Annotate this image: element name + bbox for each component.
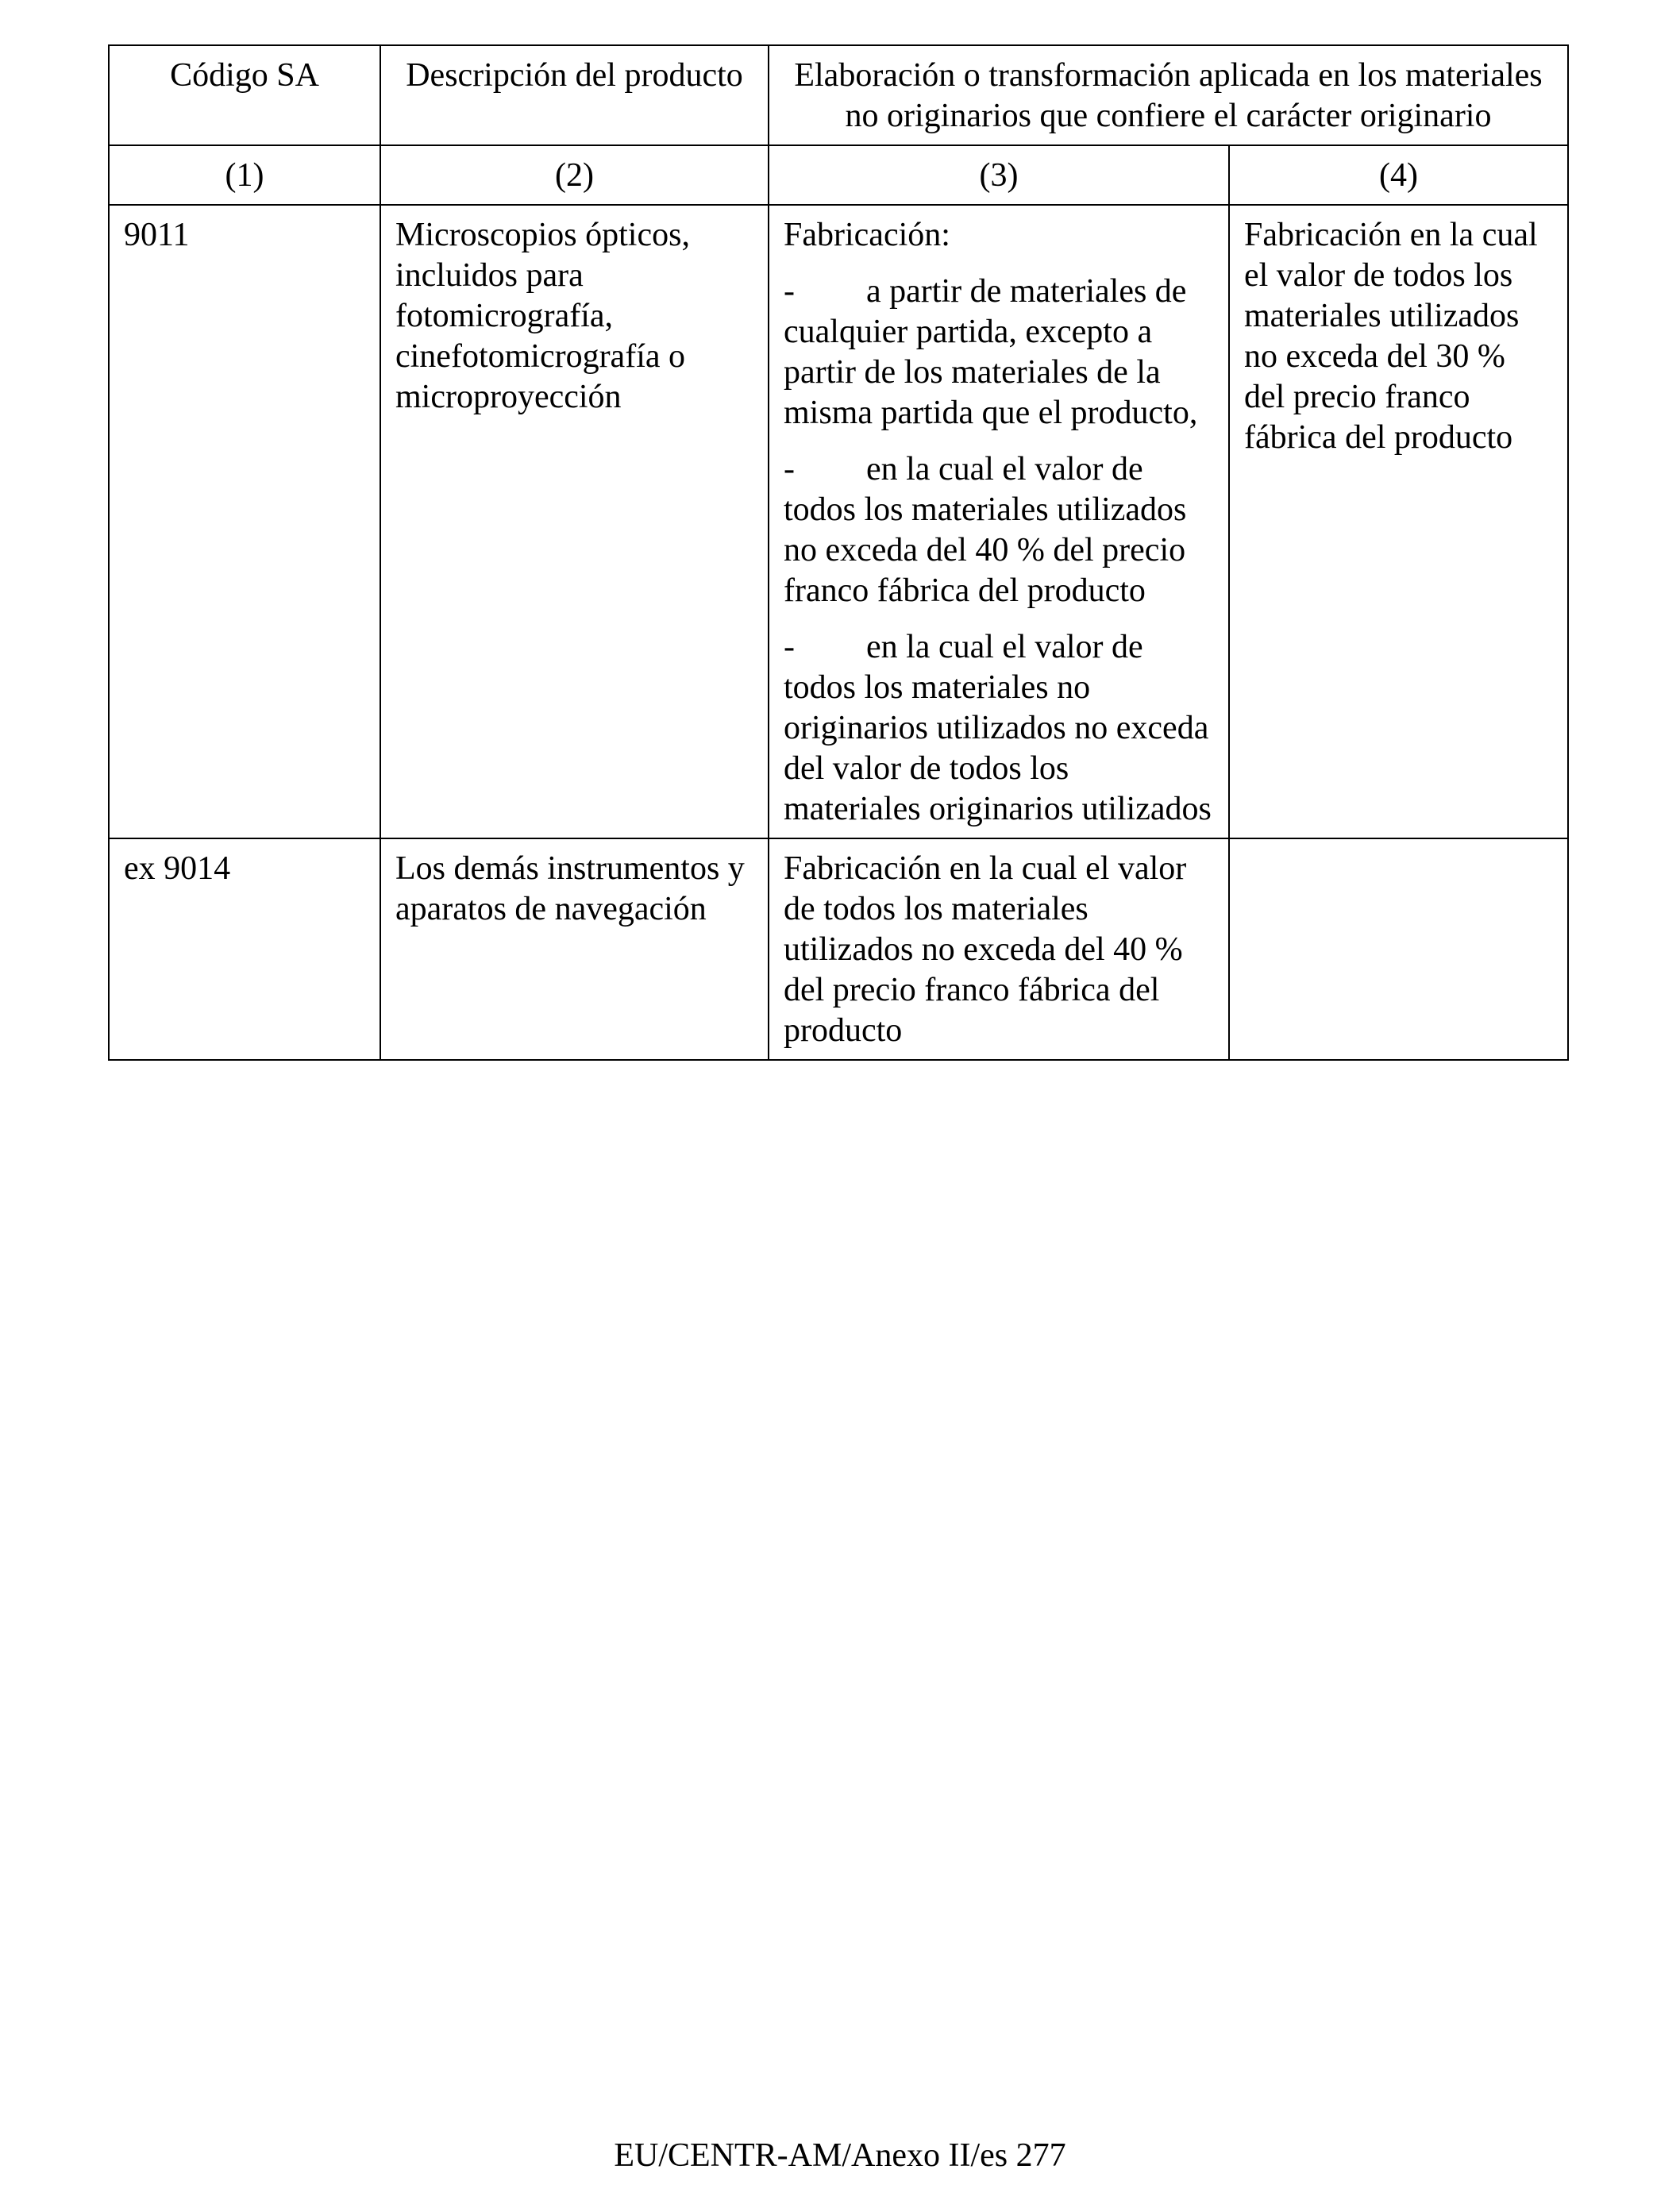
- header-processing: Elaboración o transformación aplicada en los materiales no originarios que confiere el carácter originario: [769, 45, 1568, 145]
- header-code: Código SA: [109, 45, 380, 145]
- row-processing: Fabricación en la cual el valor de todos los materiales utilizados no exceda del 40 % del precio franco fábrica del producto: [769, 838, 1229, 1060]
- header-row: [109, 45, 1568, 145]
- column-number-3: (3): [769, 145, 1229, 205]
- processing-item: [784, 272, 1214, 433]
- row-description: Microscopios ópticos, incluidos para fotomicrografía, cinefotomicrografía o microproyección: [380, 205, 769, 838]
- column-number-2: (2): [380, 145, 769, 205]
- row-alternative: Fabricación en la cual el valor de todos los materiales utilizados no exceda del 30 % del precio franco fábrica del producto: [1229, 205, 1568, 838]
- dash-marker: -: [784, 629, 795, 665]
- column-number-4: (4): [1229, 145, 1568, 205]
- header-description: Descripción del producto: [380, 45, 769, 145]
- processing-item: [784, 449, 1214, 611]
- row-code: 9011: [109, 205, 380, 838]
- processing-item-text: a partir de materiales de cualquier partida, excepto a partir de los materiales de la misma partida que el producto,: [784, 273, 1198, 431]
- dash-marker: -: [784, 451, 795, 487]
- processing-item-text: en la cual el valor de todos los materiales no originarios utilizados no exceda del valor de todos los materiales originarios utilizados: [784, 629, 1212, 827]
- column-number-1: (1): [109, 145, 380, 205]
- processing-item: [784, 627, 1214, 830]
- column-number-row: [109, 145, 1568, 205]
- row-processing: [769, 205, 1229, 838]
- rules-table: [108, 44, 1569, 1061]
- processing-intro: Fabricación:: [784, 217, 950, 253]
- dash-marker: -: [784, 273, 795, 310]
- row-description: Los demás instrumentos y aparatos de navegación: [380, 838, 769, 1060]
- page-footer: EU/CENTR-AM/Anexo II/es 277: [614, 2137, 1066, 2174]
- table-row: [109, 838, 1568, 1060]
- processing-item-text: en la cual el valor de todos los materiales utilizados no exceda del 40 % del precio franco fábrica del producto: [784, 451, 1187, 609]
- row-alternative: [1229, 838, 1568, 1060]
- row-code: ex 9014: [109, 838, 380, 1060]
- table-row: [109, 205, 1568, 838]
